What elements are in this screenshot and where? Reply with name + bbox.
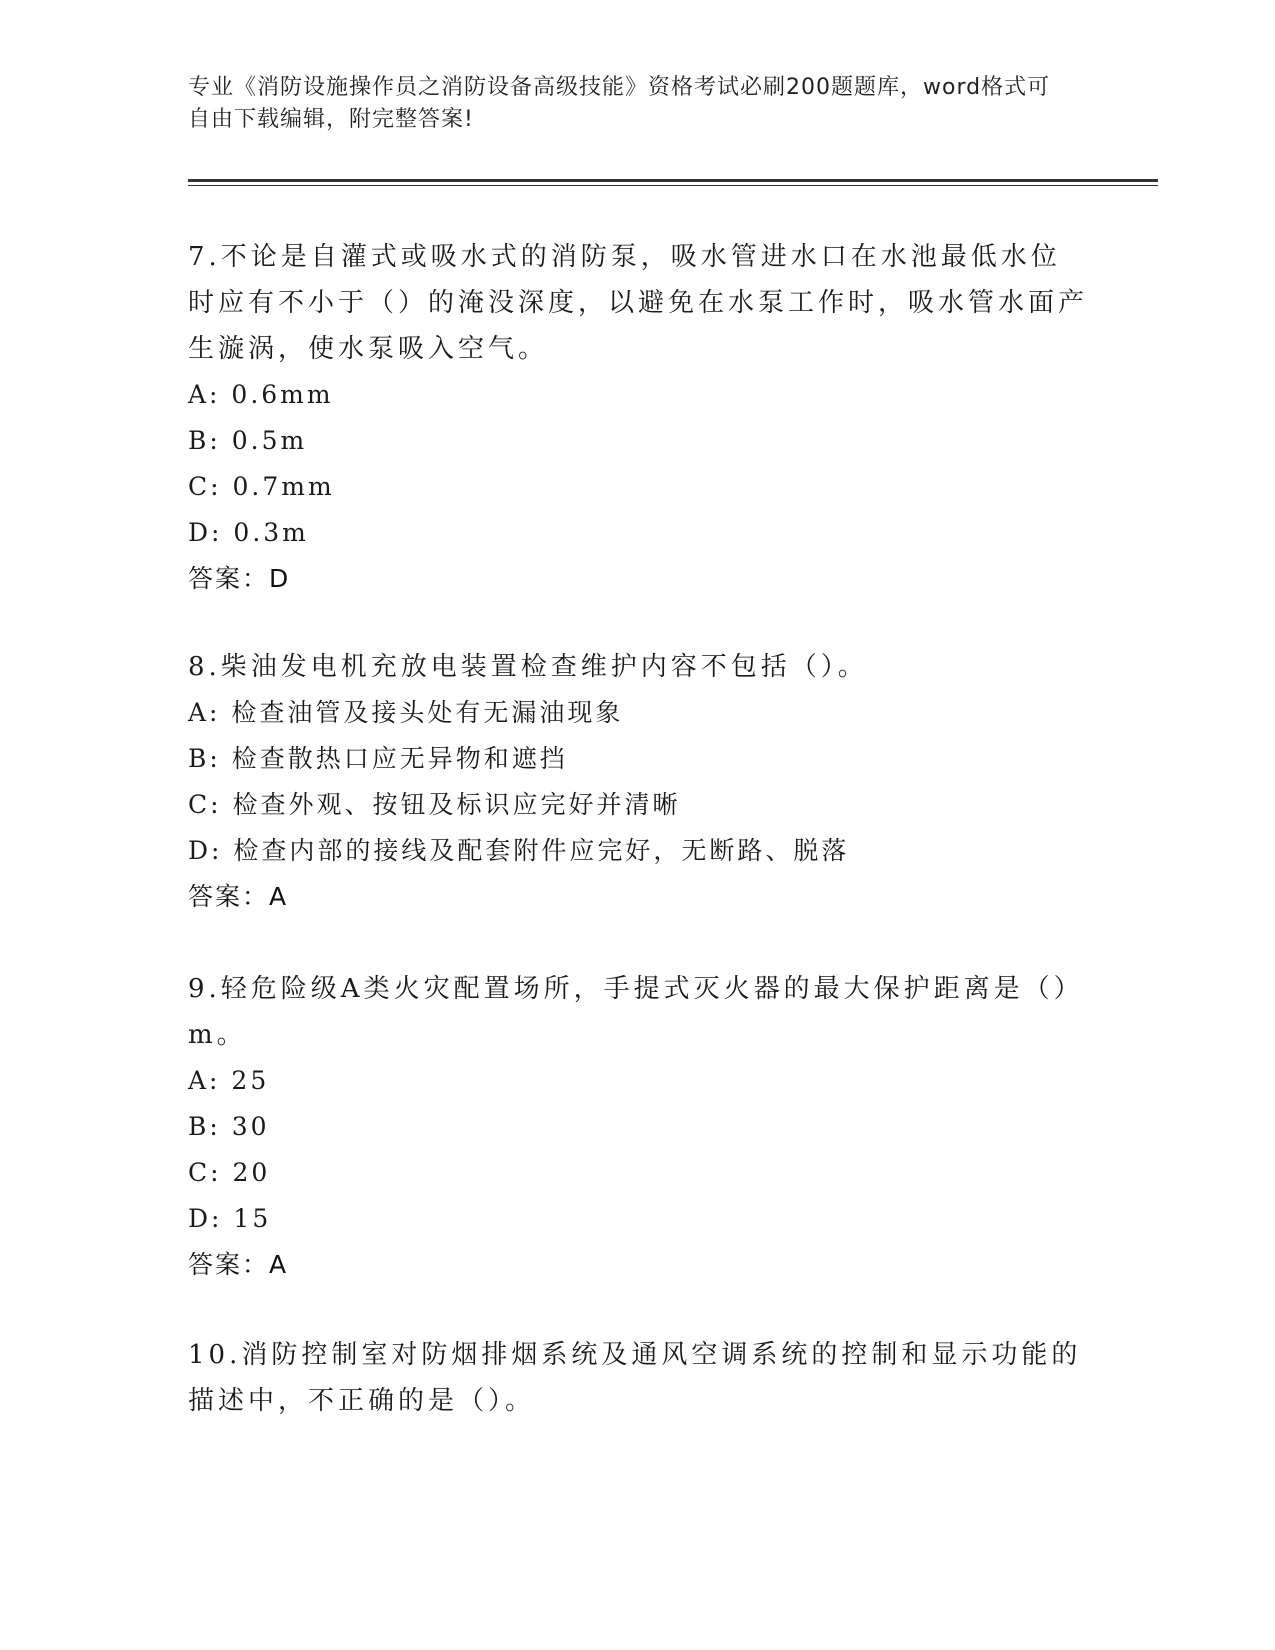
question-stem: 9.轻危险级A类火灾配置场所，手提式灭火器的最大保护距离是（）m。 xyxy=(188,974,1084,1050)
header-rule-thin xyxy=(188,185,1158,186)
question-stem: 8.柴油发电机充放电装置检查维护内容不包括（）。 xyxy=(188,652,868,682)
option-a: A: 0.6mm xyxy=(188,380,334,409)
option-b: B: 30 xyxy=(188,1112,270,1141)
question-9 xyxy=(188,966,1088,1288)
option-c: C: 0.7mm xyxy=(188,472,335,501)
option-c: C: 检查外观、按钮及标识应完好并清晰 xyxy=(188,790,681,819)
question-stem: 7.不论是自灌式或吸水式的消防泵，吸水管进水口在水池最低水位时应有不小于（）的淹没深度，以避免在水泵工作时，吸水管水面产生漩涡，使水泵吸入空气。 xyxy=(188,242,1089,364)
question-10 xyxy=(188,1332,1088,1424)
answer: 答案：A xyxy=(188,882,289,911)
question-8 xyxy=(188,644,1088,920)
answer: 答案：A xyxy=(188,1250,289,1279)
question-stem: 10.消防控制室对防烟排烟系统及通风空调系统的控制和显示功能的描述中，不正确的是（）。 xyxy=(188,1340,1082,1416)
option-a: A: 检查油管及接头处有无漏油现象 xyxy=(188,698,624,727)
option-b: B: 检查散热口应无异物和遮挡 xyxy=(188,744,568,773)
question-7 xyxy=(188,234,1088,602)
header-rule-thick xyxy=(188,179,1158,182)
option-d: D: 检查内部的接线及配套附件应完好，无断路、脱落 xyxy=(188,836,850,865)
option-d: D: 15 xyxy=(188,1204,272,1233)
option-d: D: 0.3m xyxy=(188,518,309,547)
answer: 答案：D xyxy=(188,564,291,593)
option-b: B: 0.5m xyxy=(188,426,308,455)
option-c: C: 20 xyxy=(188,1158,271,1187)
document-header: 专业《消防设施操作员之消防设备高级技能》资格考试必刷200题题库，word格式可自由下载编辑，附完整答案! xyxy=(188,75,1051,132)
option-a: A: 25 xyxy=(188,1066,270,1095)
